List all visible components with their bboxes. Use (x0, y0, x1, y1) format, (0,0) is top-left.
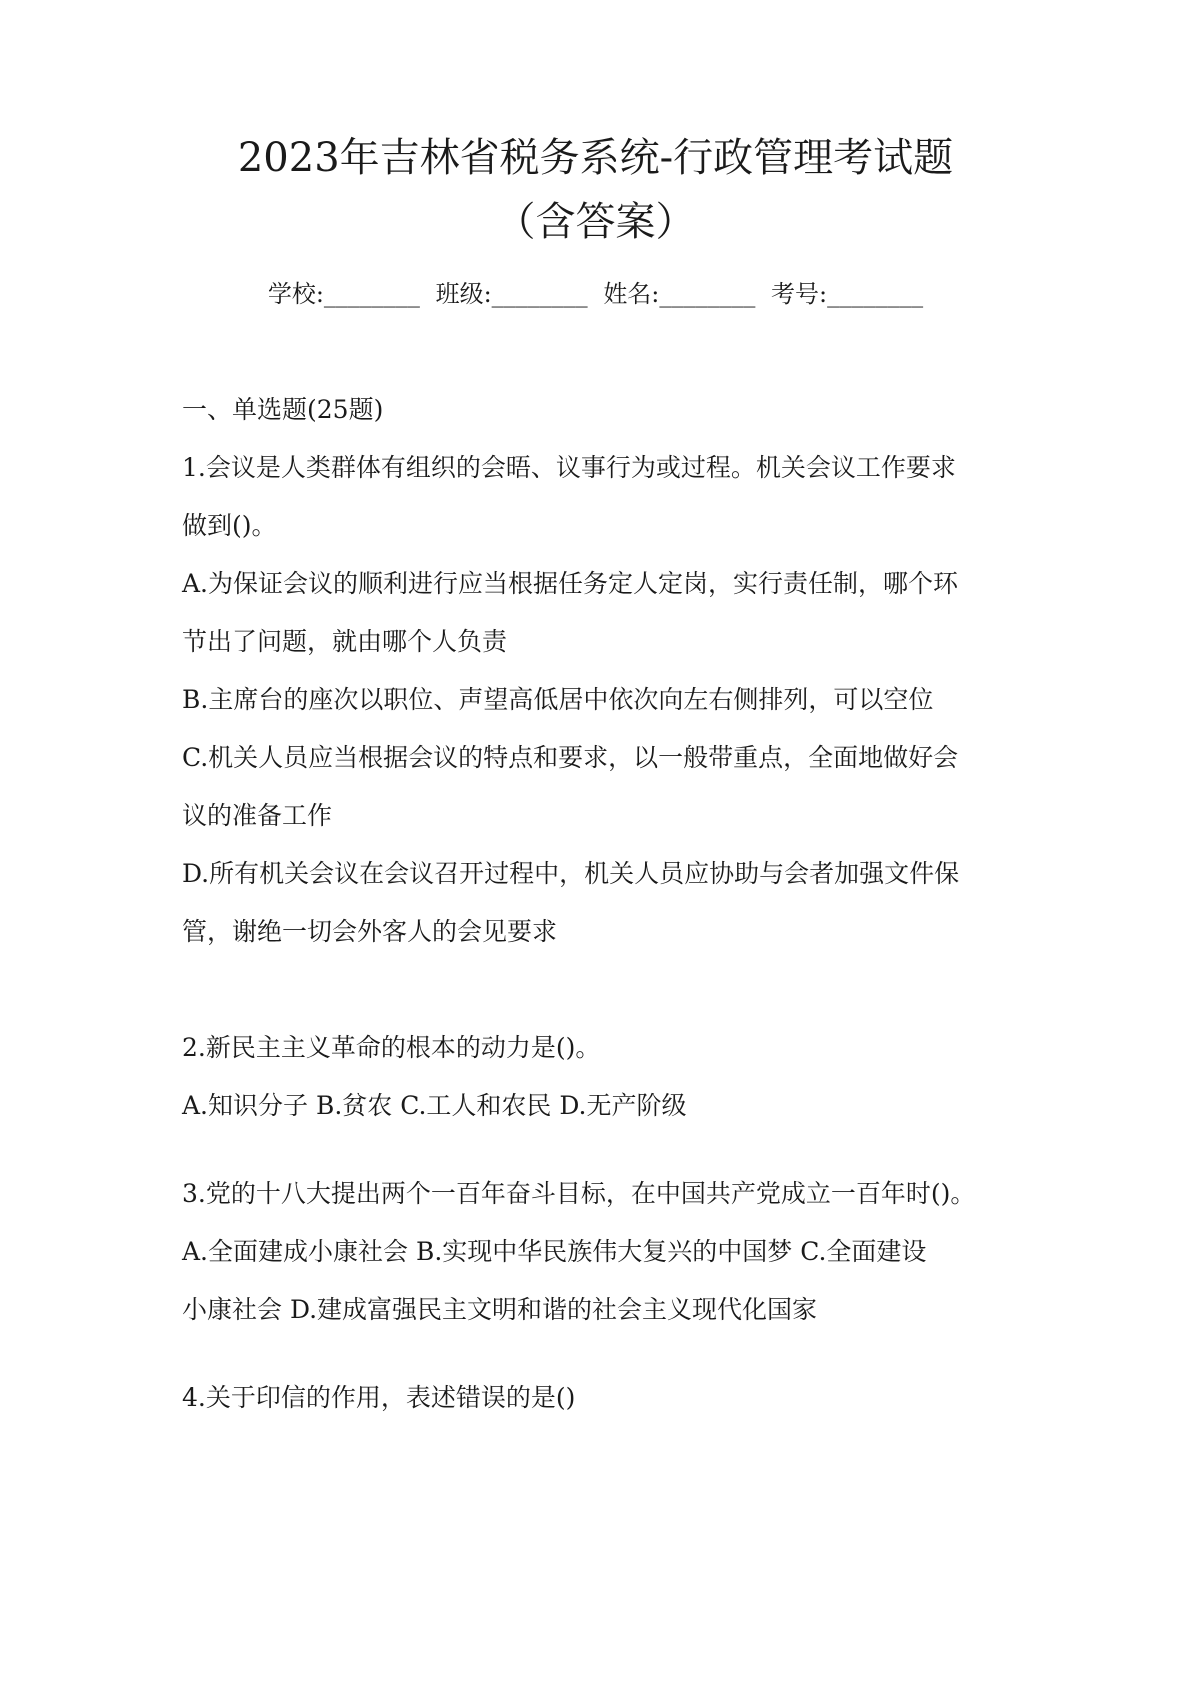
question-4-stem: 4.关于印信的作用，表述错误的是() (182, 1383, 576, 1412)
question-1-stem-line-1: 1.会议是人类群体有组织的会晤、议事行为或过程。机关会议工作要求 (182, 453, 956, 482)
question-1-option-b: B.主席台的座次以职位、声望高低居中依次向左右侧排列，可以空位 (182, 685, 934, 714)
question-1-stem-line-2: 做到()。 (182, 511, 277, 540)
document-title-line-1: 2023年吉林省税务系统-行政管理考试题 (237, 135, 954, 181)
name-field: 姓名:________ (603, 280, 756, 308)
student-info-row (0, 278, 1191, 310)
question-3-options-line-2: 小康社会 D.建成富强民主文明和谐的社会主义现代化国家 (182, 1295, 818, 1324)
question-1-option-a-line-2: 节出了问题，就由哪个人负责 (182, 627, 508, 656)
question-1-option-c-line-1: C.机关人员应当根据会议的特点和要求，以一般带重点，全面地做好会 (182, 743, 959, 772)
question-2-options: A.知识分子 B.贫农 C.工人和农民 D.无产阶级 (182, 1091, 687, 1120)
school-field: 学校:________ (267, 280, 420, 308)
question-1-option-a-line-1: A.为保证会议的顺利进行应当根据任务定人定岗，实行责任制，哪个环 (182, 569, 959, 598)
question-1-option-c-line-2: 议的准备工作 (182, 801, 333, 830)
exam-number-field: 考号:________ (771, 280, 924, 308)
question-3-stem: 3.党的十八大提出两个一百年奋斗目标，在中国共产党成立一百年时()。 (182, 1179, 976, 1208)
question-2-stem: 2.新民主主义革命的根本的动力是()。 (182, 1033, 601, 1062)
class-field: 班级:________ (435, 280, 588, 308)
question-3-options-line-1: A.全面建成小康社会 B.实现中华民族伟大复兴的中国梦 C.全面建设 (182, 1237, 927, 1266)
question-1-option-d-line-1: D.所有机关会议在会议召开过程中，机关人员应协助与会者加强文件保 (182, 859, 960, 888)
section-heading: 一、单选题(25题) (182, 395, 384, 424)
document-title-line-2: （含答案） (495, 199, 696, 245)
question-1-option-d-line-2: 管，谢绝一切会外客人的会见要求 (182, 917, 558, 946)
